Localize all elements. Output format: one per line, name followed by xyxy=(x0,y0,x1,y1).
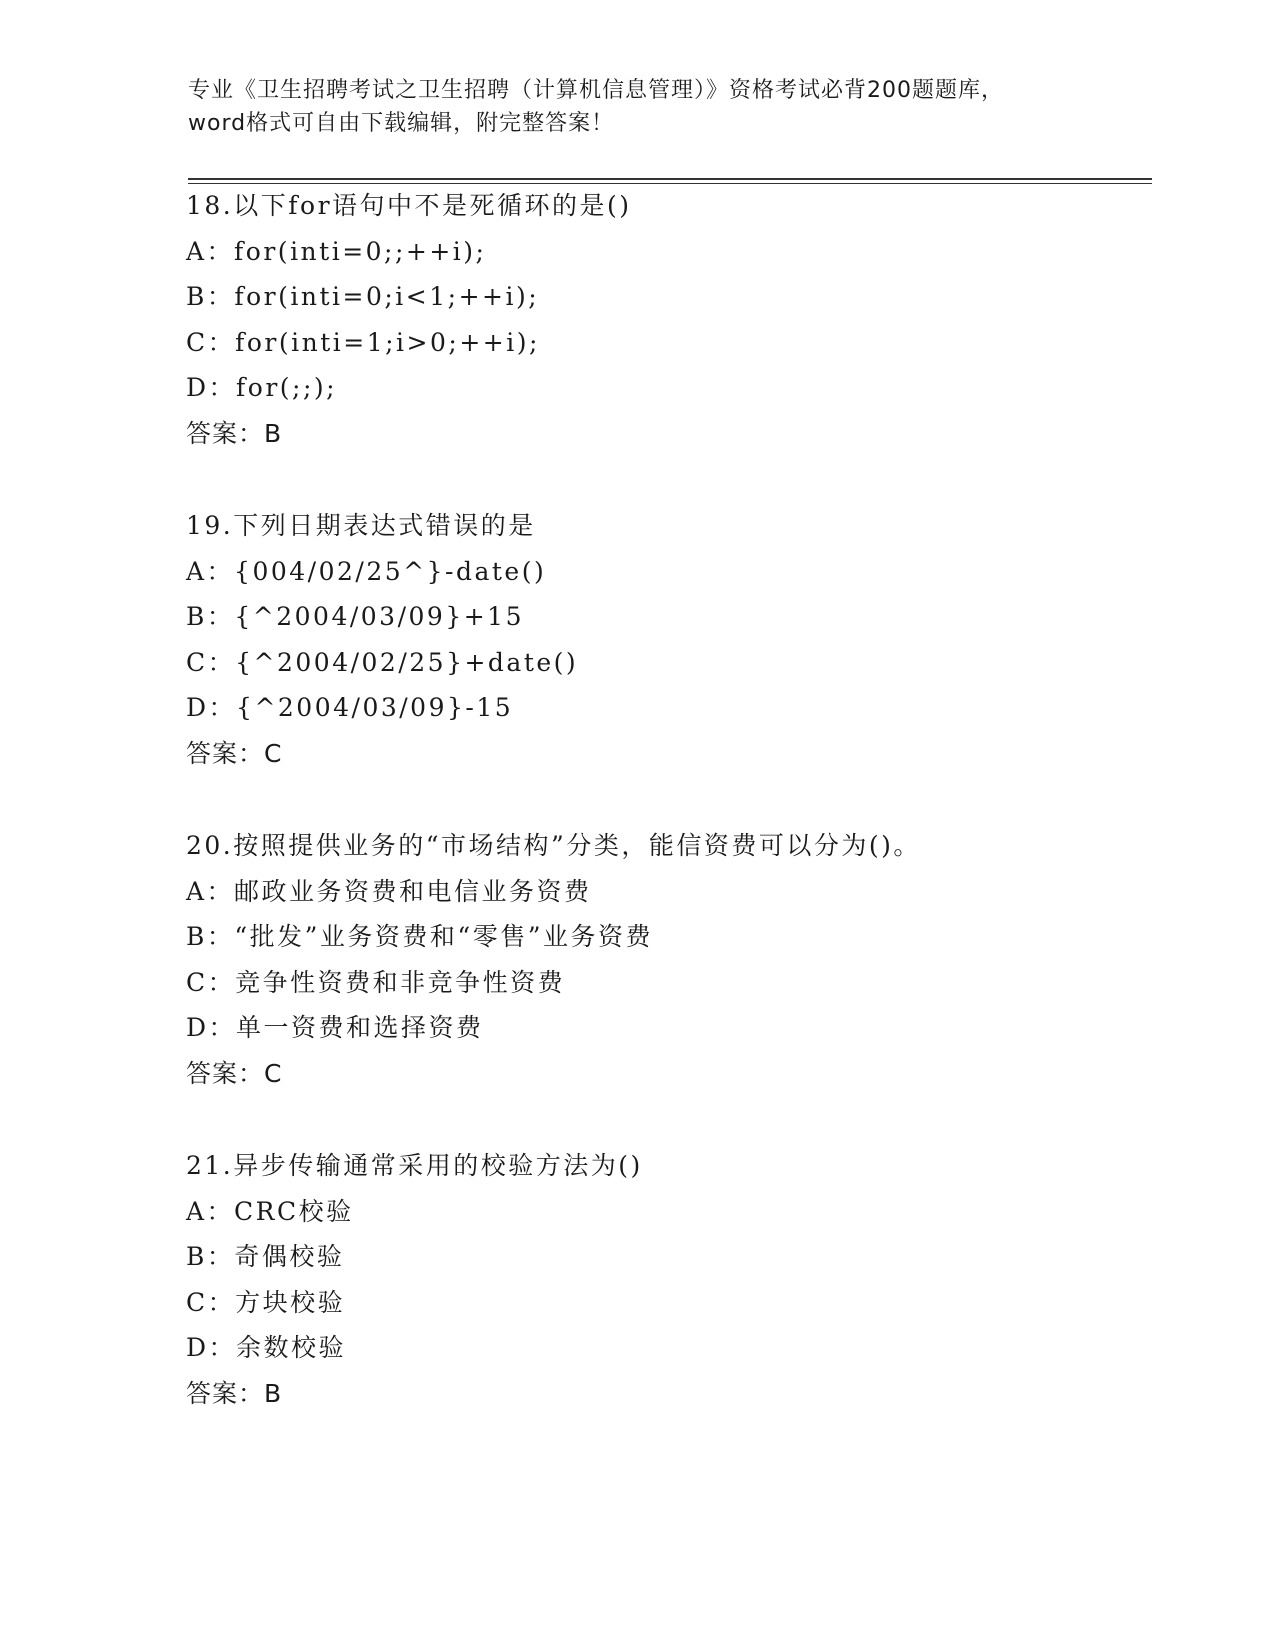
answer: 答案：B xyxy=(186,418,283,448)
option-d: D：{^2004/03/09}-15 xyxy=(186,693,514,723)
header-line-2: word格式可自由下载编辑，附完整答案！ xyxy=(188,111,615,136)
option-a: A：for(inti=0;;++i); xyxy=(186,236,487,266)
question-title: 21.异步传输通常采用的校验方法为() xyxy=(186,1151,643,1180)
question-18 xyxy=(186,183,1146,457)
option-d: D：for(;;); xyxy=(186,373,338,403)
question-title: 20.按照提供业务的“市场结构”分类，能信资费可以分为()。 xyxy=(186,831,921,860)
option-b: B：“批发”业务资费和“零售”业务资费 xyxy=(186,922,653,952)
answer: 答案：C xyxy=(186,738,283,768)
document-header xyxy=(188,74,1088,140)
option-b: B：for(inti=0;i<1;++i); xyxy=(186,282,540,312)
option-c: C：竞争性资费和非竞争性资费 xyxy=(186,967,566,997)
option-c: C：方块校验 xyxy=(186,1287,346,1317)
option-b: B：奇偶校验 xyxy=(186,1242,345,1272)
answer: 答案：B xyxy=(186,1378,283,1408)
question-21 xyxy=(186,1143,1146,1417)
option-b: B：{^2004/03/09}+15 xyxy=(186,602,524,632)
header-line-1: 专业《卫生招聘考试之卫生招聘（计算机信息管理）》资格考试必背200题题库， xyxy=(188,78,1004,103)
question-19 xyxy=(186,503,1146,777)
option-d: D：单一资费和选择资费 xyxy=(186,1013,484,1043)
option-a: A：CRC校验 xyxy=(186,1196,354,1226)
option-c: C：for(inti=1;i>0;++i); xyxy=(186,327,540,357)
answer: 答案：C xyxy=(186,1058,283,1088)
option-a: A：{004/02/25^}-date() xyxy=(186,556,547,586)
question-title: 18.以下for语句中不是死循环的是() xyxy=(186,191,632,220)
question-title: 19.下列日期表达式错误的是 xyxy=(186,511,536,540)
option-c: C：{^2004/02/25}+date() xyxy=(186,647,579,677)
option-a: A：邮政业务资费和电信业务资费 xyxy=(186,876,592,906)
option-d: D：余数校验 xyxy=(186,1333,347,1363)
question-20 xyxy=(186,823,1146,1097)
